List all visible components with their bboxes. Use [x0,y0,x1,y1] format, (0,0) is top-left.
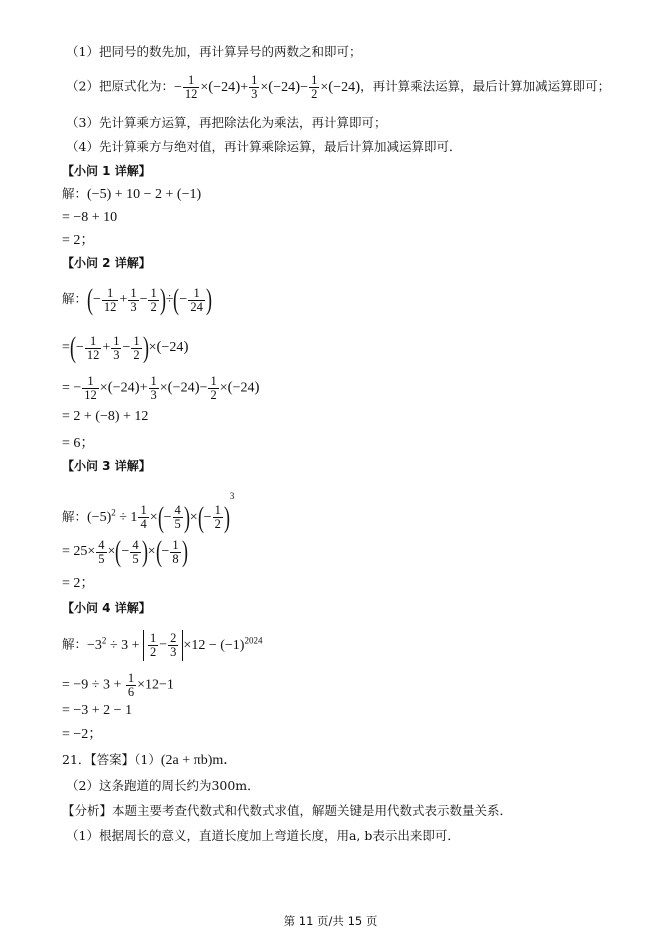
q1-jie: 解： [62,186,88,201]
p21-answer-prefix: 21．【答案】（1） [62,752,161,767]
q2-step-1: 解：(− $\frac{1}{12}$ + $\frac{1}{3}$ − $\frac{1}{2}$ )÷(− $\frac{1}{24}$ ) [62,283,212,316]
q1-step-3: = 2； [62,233,95,248]
q3-step-3: = 2； [62,576,95,591]
q2-step-5: = 6； [62,436,95,451]
p21-answer-expr: (2a + πb)m． [160,753,238,768]
q4-step-3: = −3 + 2 − 1 [62,703,133,718]
q4-heading: 【小问 4 详解】 [62,601,151,615]
q1-heading: 【小问 1 详解】 [62,164,151,178]
q2-step-2: =(− $\frac{1}{12}$ + $\frac{1}{3}$ − $\frac{1}{2}$ )×(−24) [62,331,189,364]
analysis-line-1: （1）把同号的数先加，再计算异号的两数之和即可； [66,44,362,59]
analysis-line-4: （4）先计算乘方与绝对值，再计算乘除运算，最后计算加减运算即可． [66,139,462,154]
q4-step-4: = −2； [62,727,103,742]
p21-analysis-1: （1）根据周长的意义，直道长度加上弯道长度，用a, b表示出来即可． [66,828,460,843]
page-footer: 第 11 页/共 15 页 [283,914,378,928]
q4-jie: 解： [62,636,88,652]
q4-step-1: 解：$-3^2 \div 3$ + $\frac{1}{2}$ − $\frac{2}{3}$ $\times 12 - (-1)^{2024}$ [62,631,263,659]
q2-step-4: = 2 + (−8) + 12 [62,409,149,424]
q1-step-1 [62,186,201,203]
q3-step-2: = 25× $\frac{4}{5}$ ×(− $\frac{4}{5}$ )×(− $\frac{1}{8}$ ) [62,535,188,568]
analysis-line-2-prefix: （2）把原式化为： [66,78,174,94]
q3-step-1: 解：$(-5)^2 \div 1$ $\frac{1}{4}$ ×(− $\frac{4}{5}$ )×(− $\frac{1}{2}$ )$^3$ [62,491,235,534]
q1-expr: (−5) + 10 − 2 + (−1) [87,187,202,202]
analysis-line-2: （2）把原式化为：− $\frac{1}{12}$ ×(−24)+ $\frac{1}{3}$ ×(−24)− $\frac{1}{2}$ ×(−24)，再计算乘法运算，最后计算加减运算即可； [66,73,611,101]
analysis-line-3: （3）先计算乘方运算，再把除法化为乘法，再计算即可； [66,115,387,130]
q3-heading: 【小问 3 详解】 [62,459,151,473]
p21-answer-2: （2）这条跑道的周长约为300m． [66,778,260,793]
analysis-line-2-suffix: ，再计算乘法运算，最后计算加减运算即可； [360,78,611,94]
q2-step-3: = − $\frac{1}{12}$ ×(−24)+ $\frac{1}{3}$ ×(−24)− $\frac{1}{2}$ ×(−24) [62,374,260,402]
p21-answer-1 [62,752,237,769]
q2-heading: 【小问 2 详解】 [62,256,151,270]
q2-jie: 解： [62,291,88,307]
p21-analysis: 【分析】本题主要考查代数式和代数式求值，解题关键是用代数式表示数量关系． [62,803,513,818]
q1-step-2: = −8 + 10 [62,210,118,225]
q3-jie: 解： [62,509,88,524]
q4-step-2: = −9 ÷ 3 + $\frac{1}{6}$ ×12−1 [62,671,174,699]
